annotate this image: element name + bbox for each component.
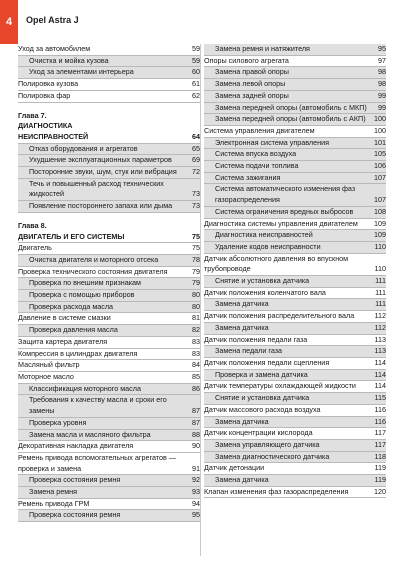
entry-title: Система автоматического изменения фаз газораспределения [215,184,356,205]
page-header [0,0,403,34]
entry-page-number: 107 [374,172,386,182]
entry-title: Отказ оборудования и агрегатов [29,143,138,153]
toc-entry [204,475,386,487]
toc-entry [204,440,386,452]
chapter-heading [18,221,200,232]
entry-page-number: 119 [374,463,386,473]
entry-page-number: 61 [192,79,200,89]
entry-title: Замена датчика [215,299,269,309]
toc-entry [18,56,200,68]
toc-entry [18,395,200,417]
entry-title: Клапан изменения фаз газораспределения [204,486,349,496]
entry-title: Датчик температуры охлаждающей жидкости [204,381,356,391]
entry-page-number: 105 [374,149,386,159]
toc-entry [18,302,200,314]
entry-page-number: 59 [192,55,200,65]
entry-title: Опоры силового агрегата [204,55,289,65]
entry-page-number: 73 [192,189,200,199]
entry-title: Давление в системе смазки [18,313,111,323]
toc-entry [204,44,386,56]
entry-title: Проверка с помощью приборов [29,290,135,300]
entry-title: Защита картера двигателя [18,336,108,346]
entry-page-number: 62 [192,90,200,100]
chapter-heading [18,121,200,132]
toc-entry [204,114,386,126]
entry-page-number: 82 [192,325,200,335]
entry-title: Проверка уровня [29,417,87,427]
toc-entry [204,242,386,254]
entry-page-number: 92 [192,475,200,485]
toc-entry [204,417,386,429]
entry-page-number: 79 [192,266,200,276]
toc-entry [18,430,200,442]
entry-title: Система подачи топлива [215,161,299,171]
chapter-heading [18,111,200,122]
entry-title: Появление постороннего запаха или дыма [29,201,173,211]
entry-title: Проверка расхода масла [29,301,114,311]
entry-title: Замена датчика [215,475,269,485]
entry-page-number: 60 [192,67,200,77]
toc-entry [204,405,386,417]
toc-entry [204,335,386,347]
entry-page-number: 73 [192,201,200,211]
entry-title: Проверка состояния ремня [29,510,121,520]
toc-entry [18,255,200,267]
entry-title: Посторонние звуки, шум, стук или вибрация [29,167,177,177]
toc-entry [18,441,200,453]
toc-entry [18,243,200,255]
entry-page-number: 113 [374,334,386,344]
entry-title: Требования к качеству масла и сроки его замены [29,395,167,416]
entry-page-number: 111 [375,276,386,286]
entry-page-number: 120 [374,486,386,496]
entry-title: Проверка технического состояния двигателя [18,266,168,276]
toc-entry [18,384,200,396]
toc-right-column [204,44,386,498]
entry-page-number: 99 [378,90,386,100]
entry-page-number: 117 [374,428,386,438]
toc-entry [204,138,386,150]
entry-title: ДИАГНОСТИКА [18,121,73,131]
toc-entry [204,79,386,91]
entry-title: Снятие и установка датчика [215,276,310,286]
toc-entry [204,207,386,219]
entry-page-number: 114 [374,381,386,391]
entry-title: Датчик положения распределительного вала [204,311,355,321]
toc-entry [18,349,200,361]
entry-page-number: 114 [374,357,386,367]
toc-entry [204,381,386,393]
toc-entry [18,290,200,302]
entry-page-number: 115 [374,393,386,403]
toc-entry [18,155,200,167]
toc-entry [204,428,386,440]
toc-entry [204,487,386,499]
entry-title: Диагностика неисправностей [215,230,313,240]
entry-page-number: 111 [375,287,386,297]
entry-title: Полировка кузова [18,79,79,89]
entry-page-number: 81 [192,313,200,323]
toc-entry [204,103,386,115]
entry-page-number: 75 [192,231,200,241]
toc-entry [18,179,200,201]
entry-title: Замена масла и масляного фильтра [29,429,151,439]
toc-entry [18,475,200,487]
entry-page-number: 83 [192,336,200,346]
entry-title: Течь и повышенный расход технических жидкостей [29,178,164,199]
entry-title: Датчик концентрации кислорода [204,428,313,438]
entry-page-number: 69 [192,155,200,165]
entry-title: Замена диагностического датчика [215,451,330,461]
entry-title: Ухудшение эксплуатационных параметров [29,155,172,165]
entry-page-number: 88 [192,429,200,439]
entry-title: Электронная система управления [215,137,330,147]
entry-title: Проверка и замена датчика [215,369,308,379]
toc-entry [18,201,200,213]
entry-title: Система ограничения вредных выбросов [215,206,354,216]
entry-page-number: 90 [192,441,200,451]
entry-page-number: 59 [192,44,200,53]
entry-page-number: 100 [374,114,386,124]
entry-page-number: 95 [378,44,386,53]
toc-entry [204,311,386,323]
entry-page-number: 116 [374,416,386,426]
toc-left-column [18,44,200,522]
entry-page-number: 72 [192,167,200,177]
toc-entry [204,346,386,358]
entry-page-number: 99 [378,102,386,112]
entry-title: Классификация моторного масла [29,383,141,393]
entry-page-number: 86 [192,383,200,393]
toc-entry [18,267,200,279]
entry-page-number: 85 [192,371,200,381]
toc-entry [204,299,386,311]
entry-title: Очистка и мойка кузова [29,55,109,65]
entry-page-number: 109 [374,230,386,240]
entry-title: Проверка состояния ремня [29,475,121,485]
page-number: 4 [0,0,18,44]
toc-entry [204,126,386,138]
toc-entry [204,91,386,103]
entry-title: Глава 8. [18,220,47,230]
entry-title: Замена датчика [215,322,269,332]
toc-entry [18,372,200,384]
entry-title: Датчик массового расхода воздуха [204,404,321,414]
entry-title: НЕИСПРАВНОСТЕЙ [18,131,89,141]
toc-entry [18,167,200,179]
entry-page-number: 107 [374,195,386,205]
entry-title: Ремень привода вспомогательных агрегатов — проверка и замена [18,452,177,473]
entry-title: Замена датчика [215,416,269,426]
toc-entry [18,453,200,475]
entry-title: Уход за автомобилем [18,44,91,53]
toc-entry [18,44,200,56]
section-gap [18,213,200,221]
toc-entry [18,487,200,499]
entry-title: Компрессия в цилиндрах двигателя [18,348,138,358]
entry-page-number: 109 [374,218,386,228]
entry-title: Замена левой опоры [215,79,286,89]
entry-page-number: 83 [192,348,200,358]
entry-page-number: 94 [192,498,200,508]
toc-entry [18,79,200,91]
entry-page-number: 110 [374,241,386,251]
entry-title: Ремень привода ГРМ [18,498,90,508]
entry-page-number: 110 [374,264,386,274]
toc-entry [204,67,386,79]
toc-entry [204,393,386,405]
entry-page-number: 78 [192,254,200,264]
entry-page-number: 97 [378,55,386,65]
toc-entry [204,463,386,475]
toc-entry [204,323,386,335]
entry-title: Датчик положения коленчатого вала [204,287,326,297]
toc-entry [18,278,200,290]
entry-title: Замена ремня и натяжителя [215,44,310,53]
entry-page-number: 65 [192,143,200,153]
toc-entry [204,288,386,300]
entry-title: Система впуска воздуха [215,149,297,159]
chapter-heading [18,232,200,244]
entry-page-number: 113 [374,346,386,356]
toc-entry [204,254,386,276]
entry-page-number: 101 [374,137,386,147]
entry-page-number: 98 [378,67,386,77]
section-gap [18,103,200,111]
entry-page-number: 112 [374,311,386,321]
entry-page-number: 111 [375,299,386,309]
toc-entry [18,325,200,337]
toc-entry [204,358,386,370]
entry-page-number: 108 [374,206,386,216]
entry-page-number: 112 [374,322,386,332]
entry-title: Глава 7. [18,110,47,120]
entry-page-number: 95 [192,510,200,520]
entry-page-number: 98 [378,79,386,89]
entry-title: Масляный фильтр [18,360,80,370]
entry-title: Декоративная накладка двигателя [18,441,134,451]
entry-title: Замена передней опоры (автомобиль с АКП) [215,114,366,124]
toc-entry [204,219,386,231]
toc-entry [18,313,200,325]
entry-page-number: 114 [374,369,386,379]
toc-entry [18,418,200,430]
entry-title: Замена задней опоры [215,90,289,100]
entry-page-number: 64 [192,131,200,141]
toc-entry [18,337,200,349]
toc-entry [18,360,200,372]
entry-title: Замена ремня [29,487,78,497]
entry-page-number: 87 [192,417,200,427]
entry-page-number: 87 [192,406,200,416]
entry-title: Система зажигания [215,172,281,182]
toc-entry [204,230,386,242]
column-divider [200,44,201,556]
entry-page-number: 116 [374,404,386,414]
entry-title: Замена передней опоры (автомобиль с МКП) [215,102,367,112]
entry-page-number: 93 [192,487,200,497]
entry-title: Датчик положения педали сцепления [204,357,330,367]
entry-title: Удаление кодов неисправности [215,241,321,251]
toc-entry [204,56,386,68]
entry-page-number: 118 [374,451,386,461]
entry-title: Замена правой опоры [215,67,289,77]
entry-title: Диагностика системы управления двигателем [204,218,358,228]
entry-title: Датчик детонации [204,463,265,473]
toc-entry [204,161,386,173]
toc-entry [204,276,386,288]
toc-entry [18,91,200,103]
entry-title: Замена педали газа [215,346,283,356]
entry-page-number: 106 [374,161,386,171]
toc-entry [204,149,386,161]
entry-title: Проверка по внешним признакам [29,278,141,288]
toc-entry [204,370,386,382]
entry-page-number: 75 [192,243,200,253]
entry-title: Полировка фар [18,90,71,100]
entry-page-number: 100 [374,125,386,135]
entry-title: Снятие и установка датчика [215,393,310,403]
entry-title: Двигатель [18,243,52,253]
entry-page-number: 80 [192,301,200,311]
entry-page-number: 119 [374,475,386,485]
entry-title: Проверка давления масла [29,325,118,335]
toc-entry [18,510,200,522]
entry-title: ДВИГАТЕЛЬ И ЕГО СИСТЕМЫ [18,231,125,241]
toc-entry [204,173,386,185]
toc-entry [18,499,200,511]
toc-entry [204,452,386,464]
entry-title: Датчик абсолютного давления во впускном трубопроводе [204,253,349,274]
toc-entry [18,144,200,156]
entry-page-number: 84 [192,360,200,370]
entry-page-number: 91 [192,463,200,473]
entry-title: Датчик положения педали газа [204,334,308,344]
entry-title: Замена управляющего датчика [215,439,320,449]
entry-page-number: 117 [374,439,386,449]
entry-title: Очистка двигателя и моторного отсека [29,254,159,264]
entry-title: Моторное масло [18,371,74,381]
entry-title: Система управления двигателем [204,125,315,135]
chapter-heading [18,132,200,144]
entry-page-number: 80 [192,290,200,300]
book-title: Opel Astra J [26,15,79,25]
toc-entry [204,184,386,206]
toc-entry [18,67,200,79]
entry-page-number: 79 [192,278,200,288]
entry-title: Уход за элементами интерьера [29,67,134,77]
